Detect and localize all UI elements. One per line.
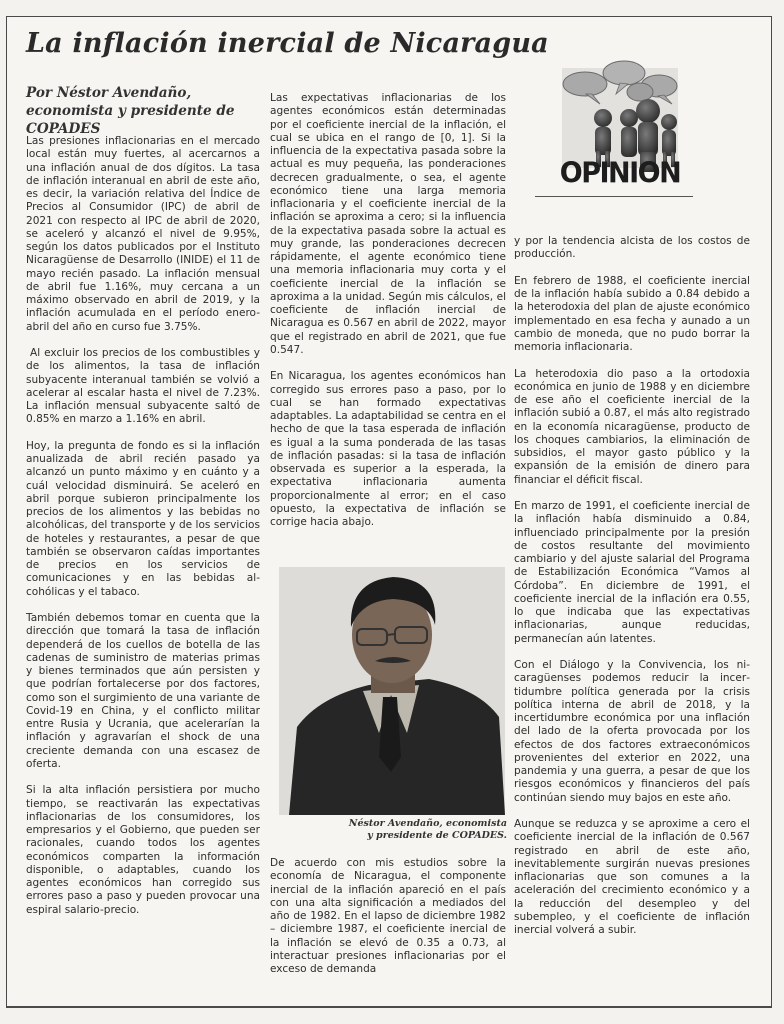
paragraph: En Nicaragua, los agentes económicos han corregido sus errores paso a paso, por lo cual se han formado expectativas adaptables. La adaptabilidad se centra en el hecho de que la tasa esperada de inflación es igual a la suma ponderada de las tasas de inflación pasadas: si la tasa de inflación observada es superior a la esperada, la expectativa inflacionaria aumenta proporcionalmente al error; en el caso opuesto, la expectativa de inflación se corrige hacia abajo. (270, 370, 506, 528)
opinion-section-badge: OPINION (559, 157, 681, 190)
speech-bubble (603, 61, 645, 85)
article-title: La inflación inercial de Nicaragua (26, 28, 549, 59)
paragraph: Al excluir los precios de los combustibles y de los alimentos, la tasa de inflación subyacente interanual también se volvió a acelerar al escalar hasta el nivel de 7.23%. La inflación mensual subyacente saltó de 0.85% en marzo a 1.16% en abril. (26, 347, 260, 426)
photo-caption (300, 818, 507, 842)
article-byline: Por Néstor Avendaño, economista y presidente de COPADES (26, 85, 235, 137)
paragraph: En marzo de 1991, el coeficiente inercial de la inflación había disminuido a 0.84, influenciado principalmente por la presión de costos resultante del movimiento cambiario y del ajuste salarial del Programa de Estabilización Económica “Vamos al Córdoba”. En diciembre de 1991, el coeficiente inercial de la inflación era 0.55, lo que indicaba que las expectativas inflacionarias, aunque reducidas, permanecían aún latentes. (514, 500, 750, 645)
paragraph: Las presiones inflacionarias en el mercado local están muy fuertes, al acercarnos a una inflación anual de dos dígitos. La tasa de inflación interanual en abril de este año, es decir, la variación relativa del Índice de Precios al Consumidor (IPC) de abril de 2021 con respecto al IPC de abril de 2020, se aceleró y alcanzó el nivel de 9.95%, según los datos publicados por el Instituto Nicaragüense de Desarrollo (INIDE) el 11 de mayo recién pasado. La inflación mensual de abril fue 1.16%, muy cercana a un máximo observado en abril de 2019, y la inflación acumulada en el período enero-abril del año en curso fue 3.75%. (26, 135, 260, 333)
paragraph: En febrero de 1988, el coeficiente inercial de la inflación había subido a 0.84 debido a la heterodoxia del plan de ajuste económico implementado en esa fecha y aunado a un cambio de moneda, que no pudo borrar la memoria inflacionaria. (514, 274, 750, 353)
paragraph: Con el Diálogo y la Convivencia, los nicaragüenses podemos reducir la incertidumbre política generada por la crisis política interna de abril de 2018, y la incertidumbre económica por una inflación del lado de la oferta provocada por los efectos de dos factores extraeconómicos provenientes del exterior en 2022, una pandemia y una guerra, a pesar de que los riesgos económicos y financieros del país continúan siendo muy bajos en este año. (514, 659, 750, 804)
author-photo (279, 567, 505, 815)
paragraph: Hoy, la pregunta de fondo es si la inflación anualizada de abril recién pasado ya alcanzó un punto máximo y en cuánto y a cuál velocidad disminuirá. Se aceleró en abril porque subieron principalmente los precios de los alimentos y las bebidas no alcohólicas, del transporte y de los servicios de hoteles y restaurantes, a pesar de que también se observaron caídas importantes de precios en los servicios de comunicaciones y en las bebidas alcohólicas y el tabaco. (26, 439, 260, 598)
paragraph: Aunque se reduzca y se aproxime a cero el coeficiente inercial de la inflación de 0.567 registrado en abril de este año, inevitablemente surgirán nuevas presiones inflacionarias que son comunes a la aceleración del crecimiento económico y a la reducción del desempleo y del subempleo, y el coeficiente de inflación inercial volverá a subir. (514, 818, 750, 936)
paragraph: También debemos tomar en cuenta que la dirección que tomará la tasa de inflación dependerá de los cuellos de botella de las cadenas de suministro de materias primas y bienes terminados que aún persisten y que podrían fortalecerse por dos factores, como son el surgimiento de una variante de Covid-19 en China, y el conflicto militar entre Rusia y Ucrania, que acelerarían la inflación y agravarían el shock de una creciente demanda con una escasez de oferta. (26, 612, 260, 770)
paragraph: De acuerdo con mis estudios sobre la economía de Nicaragua, el componente inercial de la inflación apareció en el país con una alta significación a mediados del año de 1982. En el lapso de diciembre 1982 – diciembre 1987, el coeficiente inercial de la inflación se elevó de 0.35 a 0.73, al interactuar presiones inflacionarias por el exceso de demanda (270, 857, 506, 975)
opinion-divider (535, 196, 693, 197)
caption-line-2: y presidente de COPADES. (367, 830, 507, 841)
caption-line-1: Néstor Avendaño, economista (348, 818, 507, 829)
paragraph: Si la alta inflación persistiera por mucho tiempo, se reactivarán las expectativas inflacionarias de los consumidores, los empresarios y el Gobierno, que pueden ser racionales, cuando todos los agentes económicos comparten la información disponible, o adaptables, cuando los agentes económicos han corregido sus errores paso a paso y pueden provocar una espiral salario-precio. (26, 784, 260, 916)
paragraph: Las expectativas inflacionarias de los agentes económicos están determinadas por el coeficiente inercial de la inflación, el cual se ubica en el rango de [0, 1]. Si la influencia de la expectativa pasada sobre la actual es muy pequeña, las ponderaciones decrecen gradualmente, o sea, el agente económico tiene una larga memoria inflacionaria y el coeficiente inercial de la inflación se aproxima a cero; si la influencia de la expectativa pasada sobre la actual es muy grande, las ponderaciones decrecen rápidamente, el agente económico tiene una memoria inflacionaria muy corta y el coeficiente inercial de la inflación se aproxima a la unidad. Según mis cálculos, el coeficiente de inflación inercial de Nicaragua es 0.567 en abril de 2022, mayor que el registrado en abril de 2021, que fue 0.547. (270, 92, 506, 356)
article-column-2-bottom (270, 857, 506, 990)
article-column-2-top (270, 92, 506, 543)
paragraph: y por la tendencia alcista de los costos de producción. (514, 235, 750, 261)
paragraph: La heterodoxia dio paso a la ortodoxia económica en junio de 1988 y en diciembre de ese año el coeficiente inercial de la inflación subió a 0.87, el más alto registrado en la economía nicaragüense, producto de los choques cambiarios, la eliminación de subsidios, el mayor gasto público y la expansión de la emisión de dinero para financiar el déficit fiscal. (514, 367, 750, 486)
article-column-1 (26, 135, 260, 930)
speech-bubble (563, 72, 607, 96)
speech-bubble (627, 83, 653, 101)
article-column-3 (514, 235, 750, 951)
